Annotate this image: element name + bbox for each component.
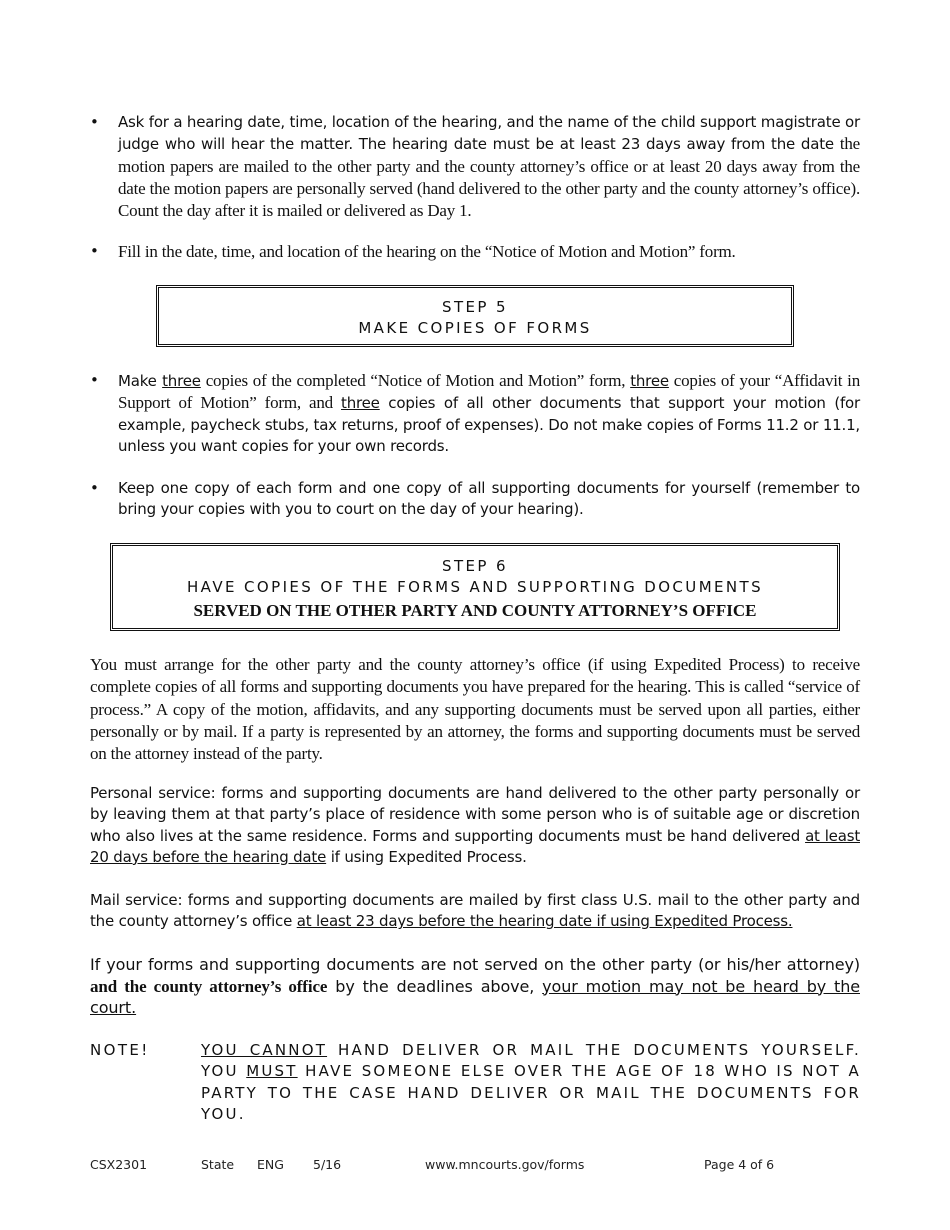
footer-revision-date: 5/16 [313, 1157, 342, 1172]
footer-page-number: Page 4 of 6 [704, 1157, 775, 1172]
footer-language: ENG [257, 1157, 284, 1172]
personal-service-paragraph: Personal service: forms and supporting documents are hand delivered to the other party personally or by leaving them at that party’s place of residence with some person who is of suitable age or discretion who also lives at the same residence. Forms and supporting documents must be hand delivered at least 20 days before the hearing date if using Expedited Process. [90, 784, 860, 866]
step5-box [156, 285, 794, 347]
step6-title: HAVE COPIES OF THE FORMS AND SUPPORTING DOCUMENTS [186, 578, 764, 596]
bullet-icon: • [90, 371, 99, 389]
bullet-fill-in-date [90, 241, 860, 262]
mail-service-paragraph: Mail service: forms and supporting documents are mailed by first class U.S. mail to the other party and the county attorney’s office at least 23 days before the hearing date if using Expedited Process. [90, 891, 860, 931]
bullet-text: Ask for a hearing date, time, location of the hearing, and the name of the child support magistrate or judge who will hear the matter. The hearing date must be at least 23 days away from the date the motion papers are mailed to the other party and the county attorney’s office or at least 20 days away from the date the motion papers are personally served (hand delivered to the other party and the county attorney’s office). Count the day after it is mailed or delivered as Day 1. [118, 113, 860, 221]
note-text: YOU CANNOT HAND DELIVER OR MAIL THE DOCUMENTS YOURSELF. YOU MUST HAVE SOMEONE ELSE OVER THE AGE OF 18 WHO IS NOT A PARTY TO THE CASE HAND DELIVER OR MAIL THE DOCUMENTS FOR YOU. [201, 1041, 861, 1123]
bullet-text: Fill in the date, time, and location of the hearing on the “Notice of Motion and Motion” form. [118, 242, 736, 261]
step5-number: STEP 5 [442, 298, 508, 316]
footer-form-code: CSX2301 [90, 1157, 148, 1172]
step6-subtitle: SERVED ON THE OTHER PARTY AND COUNTY ATTORNEY’S OFFICE [193, 601, 757, 620]
bullet-hearing-date [90, 112, 860, 222]
bullet-icon: • [90, 113, 99, 131]
bullet-make-copies [90, 370, 860, 457]
footer-url[interactable]: www.mncourts.gov/forms [425, 1157, 585, 1172]
step6-box [110, 543, 840, 631]
step5-title: MAKE COPIES OF FORMS [358, 319, 592, 337]
footer-state: State [201, 1157, 235, 1172]
bullet-icon: • [90, 479, 99, 497]
bullet-keep-copy [90, 478, 860, 521]
bullet-text: Keep one copy of each form and one copy of all supporting documents for yourself (remember to bring your copies with you to court on the day of your hearing). [118, 479, 860, 519]
step6-number: STEP 6 [442, 557, 508, 575]
note-label: NOTE! [90, 1041, 150, 1059]
deadline-warning-paragraph: If your forms and supporting documents are not served on the other party (or his/her attorney) and the county attorney’s office by the deadlines above, your motion may not be heard by the court. [90, 955, 860, 1017]
service-of-process-paragraph: You must arrange for the other party and the county attorney’s office (if using Expedited Process) to receive complete copies of all forms and supporting documents you have prepared for the hearing. This is called “service of process.” A copy of the motion, affidavits, and any supporting documents must be served upon all parties, either personally or by mail. If a party is represented by an attorney, the forms and supporting documents must be served on the attorney instead of the party. [90, 655, 860, 764]
bullet-text: Make three copies of the completed “Notice of Motion and Motion” form, three copies of your “Affidavit in Support of Motion” form, and three copies of all other documents that support your motion (for example, paycheck stubs, tax returns, proof of expenses). Do not make copies of Forms 11.2 or 11.1, unless you want copies for your own records. [118, 371, 860, 455]
bullet-icon: • [90, 242, 99, 260]
